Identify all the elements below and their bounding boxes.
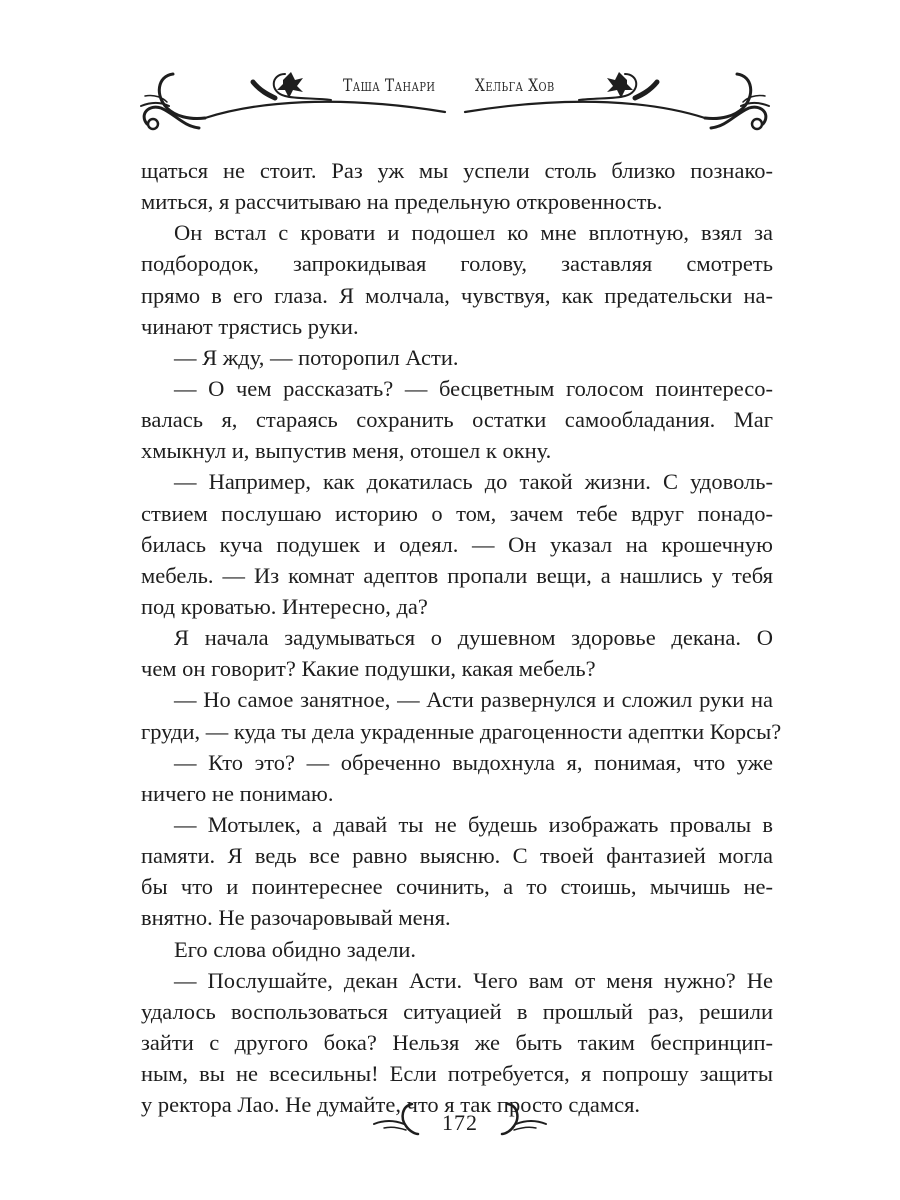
text-line: Он встал с кровати и подошел ко мне вплотную, взял за: [174, 220, 773, 246]
text-line: удалось воспользоваться ситуацией в прошлый раз, решили: [141, 998, 773, 1024]
text-line: под кроватью. Интересно, да?: [141, 593, 428, 619]
text-line: памяти. Я ведь все равно выясню. С твоей фантазией могла: [141, 843, 773, 869]
text-line: — Кто это? — обреченно выдохнула я, понимая, что уже: [174, 749, 773, 775]
text-line: валась я, стараясь сохранить остатки самообладания. Маг: [141, 407, 773, 433]
text-line: Его слова обидно задели.: [174, 936, 416, 962]
text-line: — О чем рассказать? — бесцветным голосом поинтересо-: [174, 375, 773, 401]
text-line: зайти с другого бока? Нельзя же быть таким беспринцип-: [141, 1029, 773, 1055]
page-number: 172: [442, 1110, 478, 1135]
header-author-1: Таша Танари: [343, 76, 436, 96]
text-line: подбородок, запрокидывая голову, заставляя смотреть: [141, 251, 773, 277]
text-line: чем он говорит? Какие подушки, какая мебель?: [141, 656, 596, 682]
header-author-2: Хельга Хов: [475, 76, 555, 96]
text-line: ным, вы не всесильны! Если потребуется, я попрошу защиты: [141, 1061, 773, 1087]
text-line: миться, я рассчитываю на предельную откровенность.: [141, 189, 663, 215]
text-line: щаться не стоит. Раз уж мы успели столь близко познако-: [141, 158, 773, 183]
text-line: хмыкнул и, выпустив меня, отошел к окну.: [141, 438, 552, 464]
text-line: бы что и поинтереснее сочинить, а то стоишь, мычишь не-: [141, 874, 773, 900]
text-line: ствием послушаю историю о том, зачем тебе вдруг понадо-: [141, 500, 773, 526]
text-line: — Но самое занятное, — Асти развернулся и сложил руки на: [174, 687, 773, 713]
swirl-flourish-right-icon: [500, 1100, 550, 1140]
running-footer: [370, 1100, 550, 1150]
body-text: [141, 155, 782, 1120]
text-line: — Мотылек, а давай ты не будешь изображать провалы в: [174, 811, 773, 837]
text-line: у ректора Лао. Не думайте, что я так просто сдамся.: [141, 1092, 641, 1118]
text-line: — Например, как докатилась до такой жизни. С удоволь-: [174, 469, 773, 495]
text-line: ничего не понимаю.: [141, 780, 334, 806]
text-line: груди, — куда ты дела украденные драгоценности адептки Корсы?: [141, 718, 782, 744]
text-line: Я начала задумываться о душевном здоровье декана. О: [174, 625, 773, 651]
text-line: мебель. — Из комнат адептов пропали вещи, а нашлись у тебя: [141, 562, 773, 588]
floral-flourish-icon: [135, 62, 775, 142]
text-line: прямо в его глаза. Я молчала, чувствуя, как предательски на-: [141, 282, 773, 308]
running-header: [135, 62, 775, 142]
text-line: билась куча подушек и одеял. — Он указал на крошечную: [141, 531, 773, 557]
text-line: — Послушайте, декан Асти. Чего вам от меня нужно? Не: [174, 967, 773, 993]
text-line: чинают трястись руки.: [141, 313, 359, 339]
text-line: — Я жду, — поторопил Асти.: [174, 344, 459, 370]
text-line: внятно. Не разочаровывай меня.: [141, 905, 451, 931]
